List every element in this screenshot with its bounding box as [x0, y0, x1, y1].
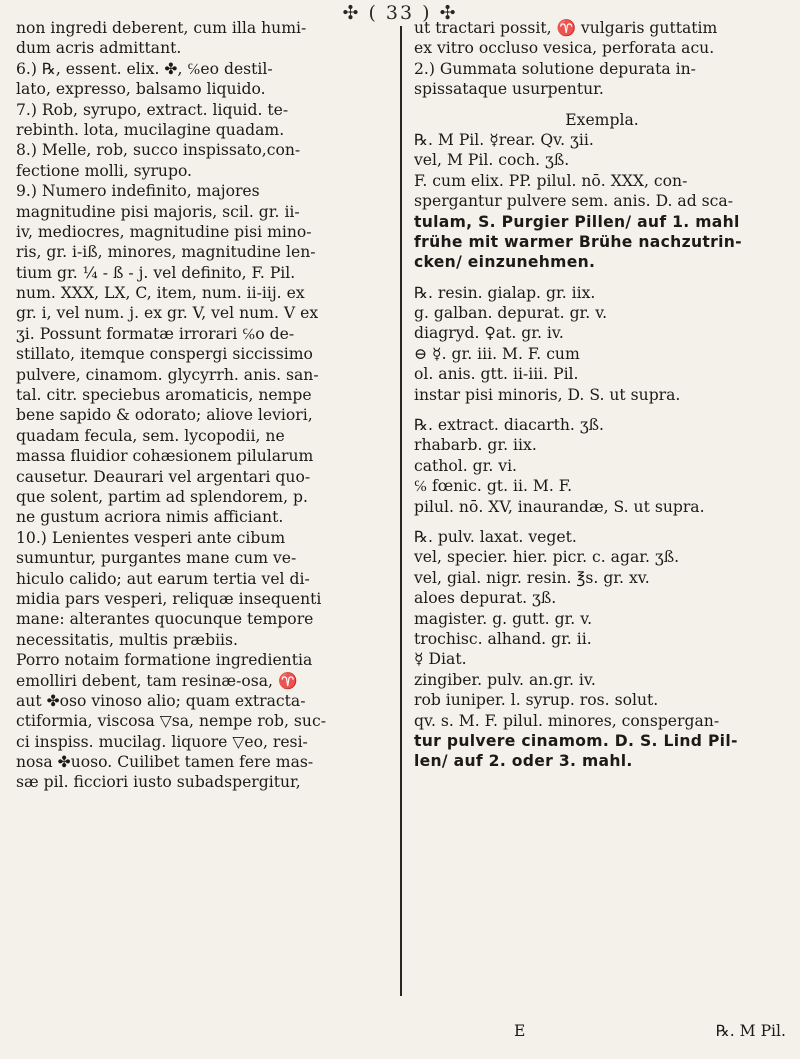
text-line: gr. i, vel num. j. ex gr. V, vel num. V ex — [16, 304, 319, 323]
page-header: ✣ ( 33 ) ✣ — [342, 2, 458, 24]
text-line: 9.) Numero indefinito, majores — [16, 182, 260, 201]
text-line: mane: alterantes quocunque tempore — [16, 610, 314, 629]
text-line: ol. anis. gtt. ii-iii. Pil. — [414, 365, 579, 384]
text-line: quadam fecula, sem. lycopodii, ne — [16, 426, 285, 445]
text-line: midia pars vesperi, reliquæ insequenti — [16, 589, 322, 608]
text-line: ne gustum acriora nimis afficiant. — [16, 508, 284, 527]
text-line: diagryd. ♀at. gr. iv. — [414, 324, 564, 343]
text-line: Exempla. — [565, 110, 639, 129]
text-line: ℞. M Pil. ☿rear. Qv. ʒii. — [414, 130, 594, 149]
left-column — [16, 18, 394, 793]
text-line: massa fluidior cohæsionem pilularum — [16, 447, 314, 466]
text-line: Porro notaim formatione ingredientia — [16, 651, 313, 670]
text-line: g. galban. depurat. gr. v. — [414, 304, 608, 323]
text-line: aut ✤oso vinoso alio; quam extracta- — [16, 691, 306, 710]
text-line: nosa ✤uoso. Cuilibet tamen fere mas- — [16, 753, 314, 772]
text-line: ci inspiss. mucilag. liquore ▽eo, resi- — [16, 732, 308, 751]
text-line — [414, 517, 790, 527]
text-line: spergantur pulvere sem. anis. D. ad sca- — [414, 192, 733, 211]
text-line: ℞. pulv. laxat. veget. — [414, 527, 577, 546]
text-line: sæ pil. ficciori iusto subadspergitur, — [16, 773, 301, 792]
text-line — [414, 405, 790, 415]
text-line: ℞. resin. gialap. gr. iix. — [414, 283, 596, 302]
text-line: necessitatis, multis præbiis. — [16, 630, 238, 649]
text-line: ☿ Diat. — [414, 650, 467, 669]
text-line: magister. g. gutt. gr. v. — [414, 609, 593, 628]
text-line: non ingredi deberent, cum illa humi- — [16, 19, 307, 37]
text-line: 7.) Rob, syrupo, extract. liquid. te- — [16, 100, 289, 119]
text-line: spissataque usurpentur. — [414, 80, 604, 99]
text-line: vel, M Pil. coch. ʒß. — [414, 151, 570, 170]
text-line: ex vitro occluso vesica, perforata acu. — [414, 39, 715, 58]
text-line: vel, gial. nigr. resin. ℥s. gr. xv. — [414, 568, 650, 587]
text-line: 6.) ℞, essent. elix. ✤, ℅eo destil- — [16, 59, 273, 78]
text-line: aloes depurat. ʒß. — [414, 589, 557, 608]
text-line: rob iuniper. l. syrup. ros. solut. — [414, 691, 659, 710]
text-line: tal. citr. speciebus aromaticis, nempe — [16, 386, 312, 405]
text-line: cathol. gr. vi. — [414, 456, 518, 475]
text-line: cken/ einzunehmen. — [414, 253, 596, 272]
text-line: ℅ fœnic. gt. ii. M. F. — [414, 477, 573, 496]
text-line: tur pulvere cinamom. D. S. Lind Pil- — [414, 731, 738, 750]
text-line: num. XXX, LX, C, item, num. ii-iij. ex — [16, 284, 305, 303]
text-line: ctiformia, viscosa ▽sa, nempe rob, suc- — [16, 712, 326, 731]
text-line: ʒi. Possunt formatæ irrorari ℅o de- — [16, 324, 295, 343]
text-line: bene sapido & odorato; aliove leviori, — [16, 406, 313, 425]
text-line: pulvere, cinamom. glycyrrh. anis. san- — [16, 365, 319, 384]
text-line: ut tractari possit, ♈ vulgaris guttatim — [414, 19, 718, 37]
text-line: lato, expresso, balsamo liquido. — [16, 80, 266, 99]
text-line: frühe mit warmer Brühe nachzutrin- — [414, 232, 742, 251]
text-line: 10.) Lenientes vesperi ante cibum — [16, 528, 286, 547]
text-line: iv, mediocres, magnitudine pisi mino- — [16, 222, 312, 241]
text-line — [414, 100, 790, 110]
text-line: tulam, S. Purgier Pillen/ auf 1. mahl — [414, 212, 740, 231]
text-line: rhabarb. gr. iix. — [414, 436, 537, 455]
text-line: hiculo calido; aut earum tertia vel di- — [16, 569, 310, 588]
text-line: qv. s. M. F. pilul. minores, conspergan- — [414, 711, 720, 730]
text-line: emolliri debent, tam resinæ-osa, ♈ — [16, 671, 298, 690]
text-line: F. cum elix. PP. pilul. nō. XXX, con- — [414, 171, 688, 190]
text-line: instar pisi minoris, D. S. ut supra. — [414, 385, 681, 404]
text-line: pilul. nō. XV, inaurandæ, S. ut supra. — [414, 497, 705, 516]
text-line: trochisc. alhand. gr. ii. — [414, 629, 592, 648]
text-line: len/ auf 2. oder 3. mahl. — [414, 752, 633, 771]
catchword: ℞. M Pil. — [715, 1022, 786, 1040]
column-divider — [400, 26, 402, 996]
text-line: fectione molli, syrupo. — [16, 161, 193, 180]
text-line: vel, specier. hier. picr. c. agar. ʒß. — [414, 548, 680, 567]
text-line: ⊖ ☿. gr. iii. M. F. cum — [414, 344, 580, 363]
text-line: ris, gr. i-iß, minores, magnitudine len- — [16, 243, 316, 262]
right-column — [414, 18, 790, 772]
text-line: 8.) Melle, rob, succo inspissato,con- — [16, 141, 301, 160]
text-line: stillato, itemque conspergi siccissimo — [16, 345, 313, 364]
text-line: causetur. Deaurari vel argentari quo- — [16, 467, 311, 486]
signature-mark: E — [514, 1022, 526, 1040]
text-line — [414, 273, 790, 283]
text-line: zingiber. pulv. an.gr. iv. — [414, 670, 596, 689]
text-line: magnitudine pisi majoris, scil. gr. ii- — [16, 202, 300, 221]
text-line: tium gr. ¼ - ß - j. vel definito, F. Pil. — [16, 263, 296, 282]
text-line: sumuntur, purgantes mane cum ve- — [16, 549, 297, 568]
text-line: dum acris admittant. — [16, 39, 182, 58]
text-line: ℞. extract. diacarth. ʒß. — [414, 416, 604, 435]
text-line: que solent, partim ad splendorem, p. — [16, 487, 308, 506]
text-line: 2.) Gummata solutione depurata in- — [414, 59, 696, 78]
text-line: rebinth. lota, mucilagine quadam. — [16, 120, 285, 139]
